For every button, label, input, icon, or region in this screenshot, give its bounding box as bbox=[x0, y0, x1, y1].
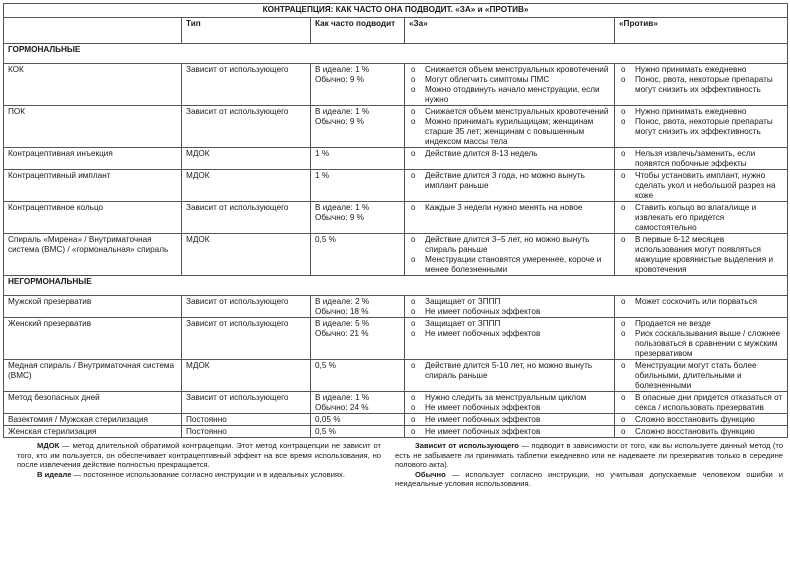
type-cell: Постоянно bbox=[182, 414, 311, 426]
header-row bbox=[4, 18, 788, 44]
type-cell: Зависит от использующего bbox=[182, 64, 311, 106]
cons-list bbox=[619, 149, 783, 169]
table-row bbox=[4, 170, 788, 202]
method-cell: Метод безопасных дней bbox=[4, 392, 182, 414]
cons-cell bbox=[615, 426, 788, 438]
cons-item: o Риск соскальзывания выше / сложнее пользоваться в сравнении с мужским презервативом bbox=[619, 329, 783, 359]
pros-item: o Снижается объем менструальных кровотечений bbox=[409, 65, 610, 75]
cons-cell bbox=[615, 202, 788, 234]
header-method bbox=[4, 18, 182, 44]
method-cell: Медная спираль / Внутриматочная система (ВМС) bbox=[4, 360, 182, 392]
header-type: Тип bbox=[182, 18, 311, 44]
cons-item: o Сложно восстановить функцию bbox=[619, 415, 783, 425]
header-cons: «Против» bbox=[615, 18, 788, 44]
pros-item: o Действие длится 3–5 лет, но можно вынуть спираль раньше bbox=[409, 235, 610, 255]
pros-list bbox=[409, 319, 610, 339]
frequency-value: Обычно: 9 % bbox=[315, 75, 364, 84]
pros-item: o Можно отодвинуть начало менструации, если нужно bbox=[409, 85, 610, 105]
pros-list bbox=[409, 235, 610, 275]
type-cell: МДОК bbox=[182, 360, 311, 392]
footnote-mdok: МДОК — метод длительной обратимой контрацепции. Этот метод контрацепции не зависит от того, кто им пользуется, он обеспечивает контрацептивный эффект на все время использования, но после извлечения действие полностью прекращается. bbox=[17, 441, 381, 470]
frequency-value: Обычно: 9 % bbox=[315, 213, 364, 222]
method-cell: Мужской презерватив bbox=[4, 296, 182, 318]
cons-cell bbox=[615, 106, 788, 148]
pros-list bbox=[409, 297, 610, 317]
cons-item: o Продается не везде bbox=[619, 319, 783, 329]
frequency-cell bbox=[311, 202, 405, 234]
frequency-cell bbox=[311, 318, 405, 360]
contraception-table bbox=[3, 3, 788, 438]
table-row bbox=[4, 360, 788, 392]
frequency-value: В идеале: 1 % bbox=[315, 203, 370, 212]
cons-item: o Менструации могут стать более обильными, длительными и болезненными bbox=[619, 361, 783, 391]
pros-item: o Каждые 3 недели нужно менять на новое bbox=[409, 203, 610, 213]
pros-cell bbox=[405, 106, 615, 148]
header-freq: Как часто подводит bbox=[311, 18, 405, 44]
pros-list bbox=[409, 149, 610, 159]
pros-list bbox=[409, 65, 610, 105]
type-cell: МДОК bbox=[182, 234, 311, 276]
method-cell: Спираль «Мирена» / Внутриматочная система (ВМС) / «гормональная» спираль bbox=[4, 234, 182, 276]
cons-cell bbox=[615, 148, 788, 170]
method-cell: Контрацептивное кольцо bbox=[4, 202, 182, 234]
pros-item: o Действие длится 3 года, но можно вынуть имплант раньше bbox=[409, 171, 610, 191]
pros-item: o Нужно следить за менструальным циклом bbox=[409, 393, 610, 403]
type-cell: МДОК bbox=[182, 148, 311, 170]
cons-list bbox=[619, 361, 783, 391]
document-page bbox=[3, 3, 787, 489]
cons-cell bbox=[615, 296, 788, 318]
pros-item: o Действие длится 8-13 недель bbox=[409, 149, 610, 159]
cons-list bbox=[619, 427, 783, 437]
table-row bbox=[4, 414, 788, 426]
cons-item: o Понос, рвота, некоторые препараты могут снизить их эффективность bbox=[619, 75, 783, 95]
pros-item: o Менструации становятся умереннее, короче и менее болезненными bbox=[409, 255, 610, 275]
frequency-value: Обычно: 21 % bbox=[315, 329, 369, 338]
frequency-value: В идеале: 5 % bbox=[315, 319, 370, 328]
type-cell: МДОК bbox=[182, 170, 311, 202]
frequency-value: Обычно: 9 % bbox=[315, 117, 364, 126]
pros-list bbox=[409, 393, 610, 413]
cons-list bbox=[619, 203, 783, 233]
cons-cell bbox=[615, 318, 788, 360]
cons-item: o Нужно принимать ежедневно bbox=[619, 107, 783, 117]
frequency-value: 0,5 % bbox=[315, 361, 336, 370]
frequency-cell bbox=[311, 392, 405, 414]
cons-cell bbox=[615, 234, 788, 276]
type-cell: Зависит от использующего bbox=[182, 296, 311, 318]
cons-list bbox=[619, 235, 783, 275]
pros-list bbox=[409, 427, 610, 437]
frequency-cell bbox=[311, 170, 405, 202]
pros-item: o Защищает от ЗППП bbox=[409, 297, 610, 307]
frequency-cell bbox=[311, 106, 405, 148]
method-cell: Вазектомия / Мужская стерилизация bbox=[4, 414, 182, 426]
cons-item: o Может соскочить или порваться bbox=[619, 297, 783, 307]
pros-item: o Не имеет побочных эффектов bbox=[409, 415, 610, 425]
pros-item: o Не имеет побочных эффектов bbox=[409, 307, 610, 317]
section-title: ГОРМОНАЛЬНЫЕ bbox=[4, 44, 788, 64]
cons-item: o Нужно принимать ежедневно bbox=[619, 65, 783, 75]
pros-cell bbox=[405, 392, 615, 414]
cons-cell bbox=[615, 414, 788, 426]
table-row bbox=[4, 106, 788, 148]
method-cell: ПОК bbox=[4, 106, 182, 148]
pros-item: o Не имеет побочных эффектов bbox=[409, 329, 610, 339]
type-cell: Зависит от использующего bbox=[182, 106, 311, 148]
frequency-value: 0,05 % bbox=[315, 415, 341, 424]
frequency-value: В идеале: 2 % bbox=[315, 297, 370, 306]
method-cell: Женская стерилизация bbox=[4, 426, 182, 438]
section-hormonal bbox=[4, 44, 788, 64]
cons-item: o В первые 6-12 месяцев использования могут появляться мажущие кровянистые выделения и кровотечения bbox=[619, 235, 783, 275]
pros-cell bbox=[405, 148, 615, 170]
pros-cell bbox=[405, 414, 615, 426]
cons-list bbox=[619, 297, 783, 307]
pros-list bbox=[409, 203, 610, 213]
table-row bbox=[4, 392, 788, 414]
type-cell: Постоянно bbox=[182, 426, 311, 438]
cons-list bbox=[619, 65, 783, 95]
cons-item: o Ставить кольцо во влагалище и извлекать его придется самостоятельно bbox=[619, 203, 783, 233]
cons-list bbox=[619, 319, 783, 359]
pros-cell bbox=[405, 360, 615, 392]
header-pros: «За» bbox=[405, 18, 615, 44]
pros-item: o Снижается объем менструальных кровотечений bbox=[409, 107, 610, 117]
pros-list bbox=[409, 361, 610, 381]
frequency-cell bbox=[311, 148, 405, 170]
pros-item: o Могут облегчить симптомы ПМС bbox=[409, 75, 610, 85]
pros-list bbox=[409, 415, 610, 425]
pros-item: o Не имеет побочных эффектов bbox=[409, 403, 610, 413]
type-cell: Зависит от использующего bbox=[182, 202, 311, 234]
table-row bbox=[4, 318, 788, 360]
frequency-value: 1 % bbox=[315, 149, 330, 158]
pros-list bbox=[409, 107, 610, 147]
frequency-value: Обычно: 18 % bbox=[315, 307, 369, 316]
method-cell: Женский презерватив bbox=[4, 318, 182, 360]
footnotes-right bbox=[387, 441, 787, 489]
pros-cell bbox=[405, 170, 615, 202]
type-cell: Зависит от использующего bbox=[182, 392, 311, 414]
table-row bbox=[4, 202, 788, 234]
frequency-cell bbox=[311, 414, 405, 426]
pros-item: o Защищает от ЗППП bbox=[409, 319, 610, 329]
section-nonhormonal bbox=[4, 276, 788, 296]
cons-item: o Сложно восстановить функцию bbox=[619, 427, 783, 437]
frequency-cell bbox=[311, 426, 405, 438]
cons-list bbox=[619, 171, 783, 201]
method-cell: Контрацептивная инъекция bbox=[4, 148, 182, 170]
section-title: НЕГОРМОНАЛЬНЫЕ bbox=[4, 276, 788, 296]
footnote-ideal: В идеале — постоянное использование согласно инструкции и в идеальных условиях. bbox=[37, 469, 345, 479]
frequency-cell bbox=[311, 296, 405, 318]
pros-list bbox=[409, 171, 610, 191]
pros-item: o Можно принимать курильщицам; женщинам старше 35 лет; женщинам с повышенным индексом массы тела bbox=[409, 117, 610, 147]
frequency-value: В идеале: 1 % bbox=[315, 393, 370, 402]
footnotes bbox=[3, 441, 787, 489]
cons-item: o В опасные дни придется отказаться от секса / использовать презерватив bbox=[619, 393, 783, 413]
frequency-cell bbox=[311, 64, 405, 106]
table-row bbox=[4, 296, 788, 318]
frequency-value: Обычно: 24 % bbox=[315, 403, 369, 412]
cons-item: o Нельзя извлечь/заменить, если появятся побочные эффекты bbox=[619, 149, 783, 169]
frequency-value: 0,5 % bbox=[315, 235, 336, 244]
frequency-value: 0,5 % bbox=[315, 427, 336, 436]
cons-item: o Понос, рвота, некоторые препараты могут снизить их эффективность bbox=[619, 117, 783, 137]
pros-cell bbox=[405, 202, 615, 234]
pros-cell bbox=[405, 296, 615, 318]
footnotes-left bbox=[3, 441, 387, 489]
pros-cell bbox=[405, 234, 615, 276]
pros-cell bbox=[405, 426, 615, 438]
method-cell: Контрацептивный имплант bbox=[4, 170, 182, 202]
footnote-user: Зависит от использующего — подводит в зависимости от того, как вы используете данный метод (то есть не забываете ли принимать таблетки ежедневно или не надеваете ли презерватив только в середине полового акта). bbox=[395, 441, 783, 470]
table-row bbox=[4, 426, 788, 438]
table-row bbox=[4, 234, 788, 276]
pros-cell bbox=[405, 64, 615, 106]
table-row bbox=[4, 148, 788, 170]
pros-item: o Не имеет побочных эффектов bbox=[409, 427, 610, 437]
cons-cell bbox=[615, 170, 788, 202]
footnote-usual: Обычно — использует согласно инструкции, но учитывая допускаемые человеком ошибки и неидеальные условия использования. bbox=[395, 469, 783, 489]
table-row bbox=[4, 64, 788, 106]
frequency-cell bbox=[311, 234, 405, 276]
table-title: КОНТРАЦЕПЦИЯ: КАК ЧАСТО ОНА ПОДВОДИТ. «ЗА» и «ПРОТИВ» bbox=[4, 4, 788, 18]
type-cell: Зависит от использующего bbox=[182, 318, 311, 360]
cons-list bbox=[619, 393, 783, 413]
pros-cell bbox=[405, 318, 615, 360]
cons-cell bbox=[615, 64, 788, 106]
cons-cell bbox=[615, 392, 788, 414]
frequency-value: В идеале: 1 % bbox=[315, 65, 370, 74]
frequency-value: 1 % bbox=[315, 171, 330, 180]
cons-list bbox=[619, 415, 783, 425]
frequency-value: В идеале: 1 % bbox=[315, 107, 370, 116]
pros-item: o Действие длится 5-10 лет, но можно вынуть спираль раньше bbox=[409, 361, 610, 381]
cons-item: o Чтобы установить имплант, нужно сделать укол и небольшой разрез на коже bbox=[619, 171, 783, 201]
method-cell: КОК bbox=[4, 64, 182, 106]
frequency-cell bbox=[311, 360, 405, 392]
cons-list bbox=[619, 107, 783, 137]
cons-cell bbox=[615, 360, 788, 392]
